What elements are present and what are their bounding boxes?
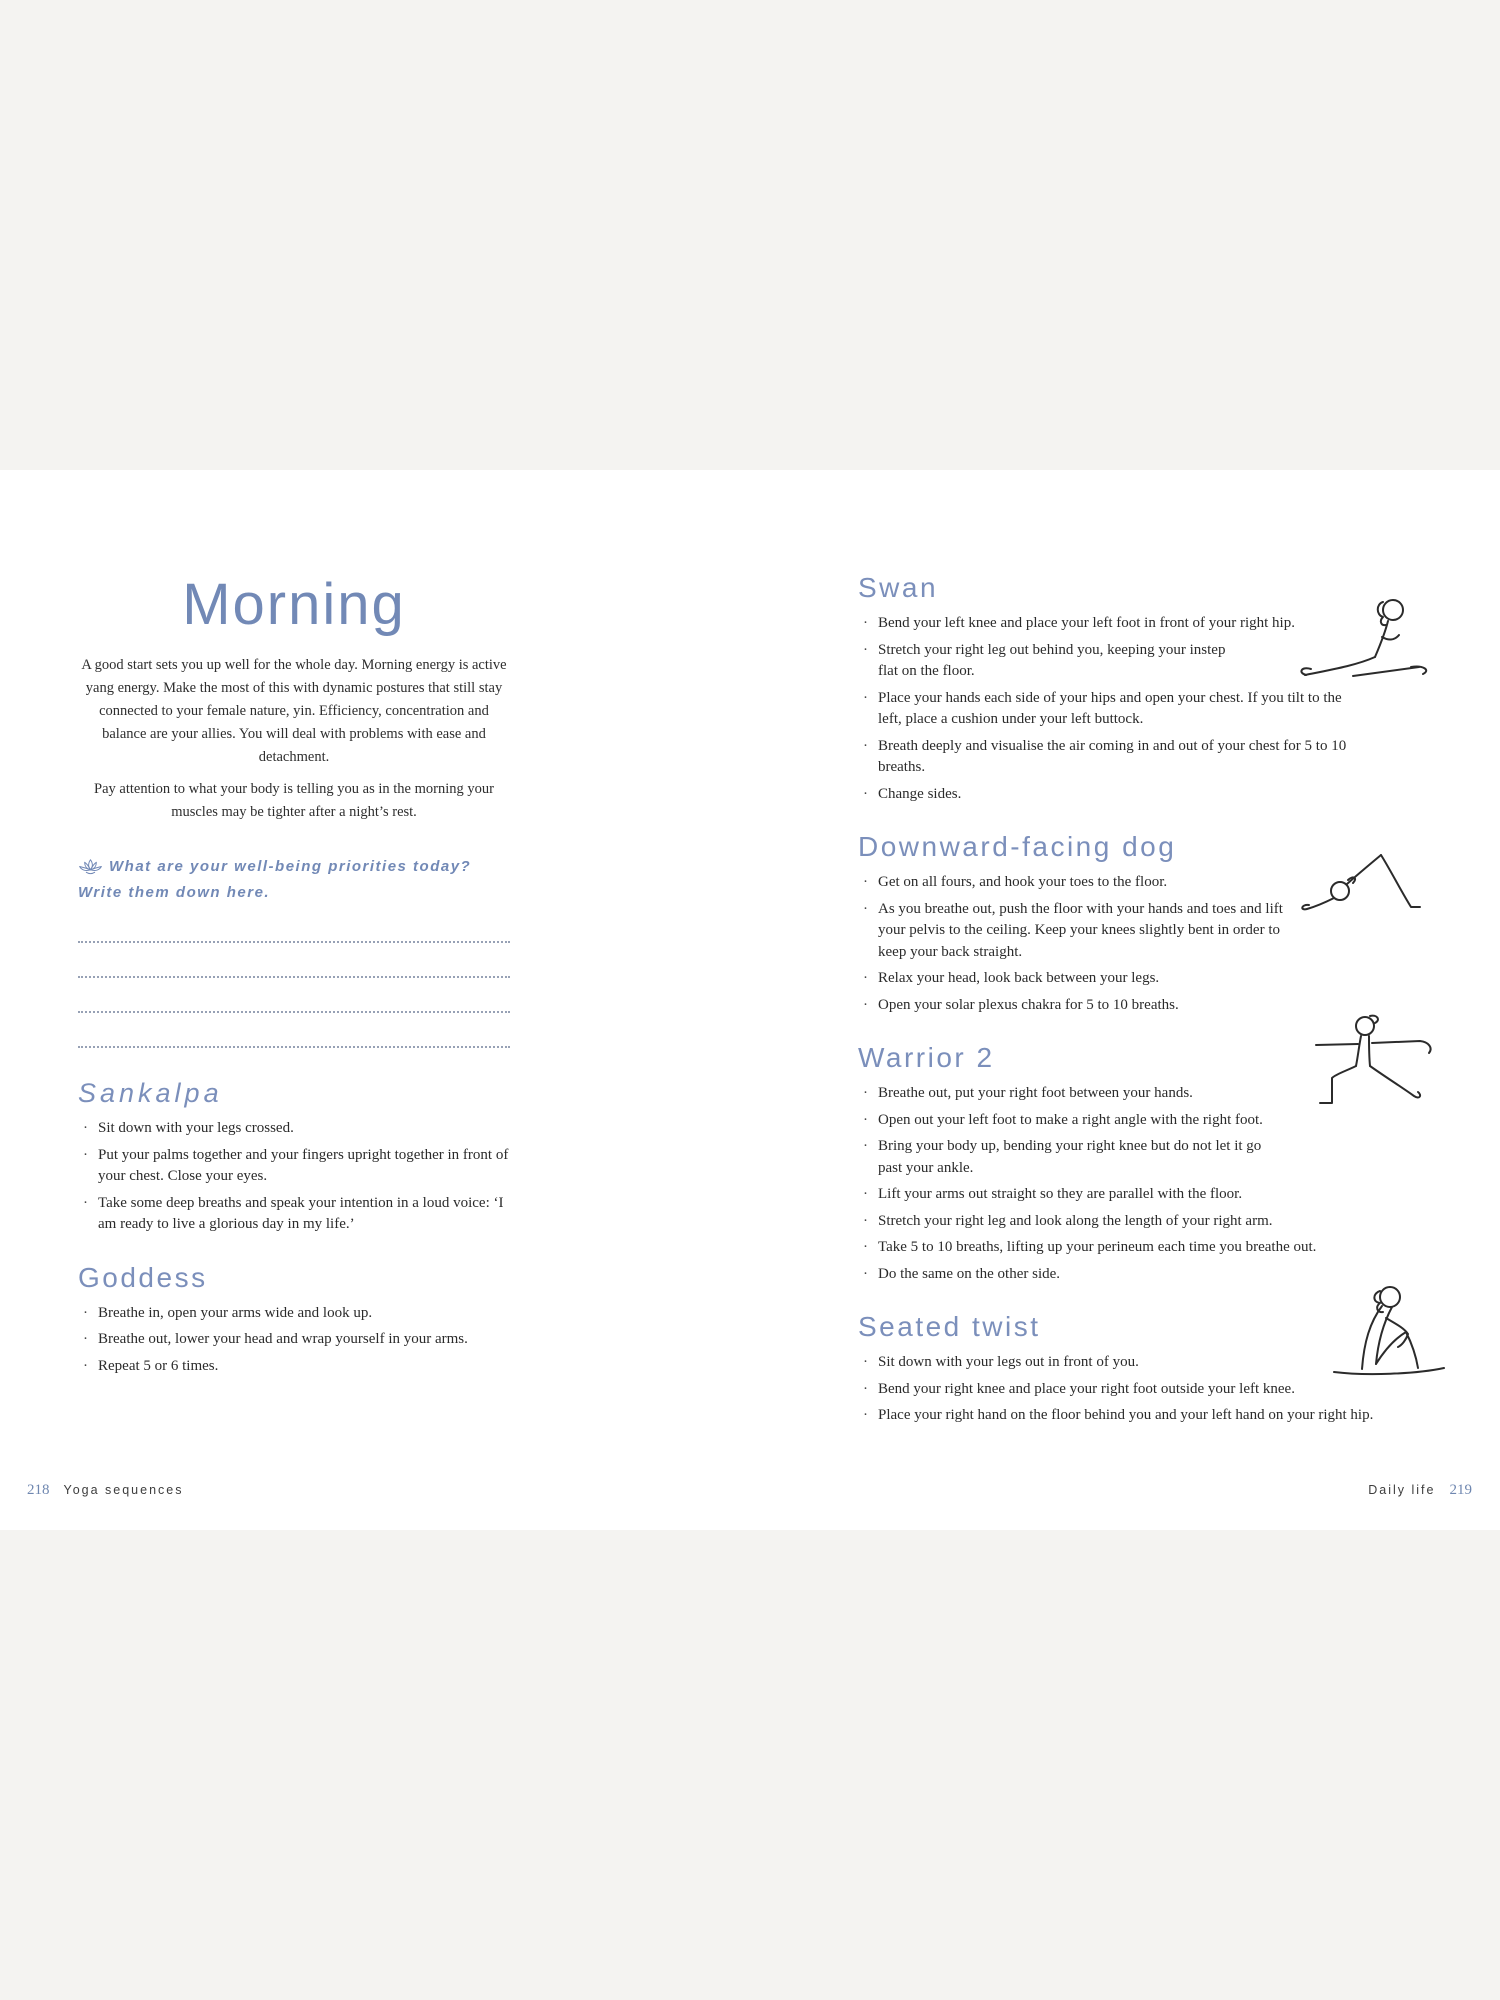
bullet-item: · Breathe out, put your right foot between your hands.	[858, 1083, 1333, 1105]
section-heading-goddess: Goddess	[78, 1261, 208, 1293]
bullet-item: · Stretch your right leg out behind you, keeping your instep flat on the floor.	[858, 640, 1233, 683]
section-heading-seated-twist: Seated twist	[858, 1311, 1041, 1342]
bullet-item: · Get on all fours, and hook your toes to the floor.	[858, 872, 1318, 894]
left-page	[78, 570, 510, 1382]
section-goddess	[78, 1260, 510, 1378]
bullet-item: · Open out your left foot to make a right angle with the right foot.	[858, 1110, 1278, 1132]
prompt-text: What are your well-being priorities today? Write them down here.	[78, 858, 472, 901]
write-line[interactable]	[78, 1013, 510, 1048]
instruction-list	[78, 1303, 510, 1378]
instruction-list	[858, 613, 1358, 805]
footer-section-label: Yoga sequences	[63, 1483, 184, 1497]
bullet-item: · Take some deep breaths and speak your intention in a loud voice: ‘I am ready to live a glorious day in my life.’	[78, 1193, 510, 1236]
intro-paragraph: Pay attention to what your body is telling you as in the morning your muscles may be tighter after a night’s rest.	[94, 781, 494, 820]
left-page-sections	[78, 1075, 510, 1377]
write-line[interactable]	[78, 908, 510, 943]
right-page-footer	[1368, 1482, 1472, 1499]
bullet-item: · Bring your body up, bending your right knee but do not let it go past your ankle.	[858, 1136, 1283, 1179]
chapter-intro	[78, 654, 510, 824]
section-heading-swan: Swan	[858, 572, 939, 603]
footer-page-number: 219	[1449, 1482, 1472, 1498]
instruction-list	[858, 872, 1318, 1016]
instruction-list	[78, 1118, 510, 1236]
journal-write-area	[78, 908, 510, 1048]
bullet-item: · Place your right hand on the floor behind you and your left hand on your right hip.	[858, 1405, 1383, 1427]
instruction-list	[858, 1083, 1333, 1285]
downward-dog-pose-figure	[1297, 845, 1435, 940]
bullet-item: · Relax your head, look back between your legs.	[858, 968, 1318, 990]
warrior-2-pose-figure	[1308, 1013, 1446, 1130]
bullet-item: · Place your hands each side of your hips and open your chest. If you tilt to the left, place a cushion under your left buttock.	[858, 688, 1358, 731]
bullet-item: · Stretch your right leg and look along the length of your right arm.	[858, 1211, 1333, 1233]
footer-page-number: 218	[27, 1482, 50, 1498]
bullet-item: · Lift your arms out straight so they are parallel with the floor.	[858, 1184, 1333, 1206]
section-heading-sankalpa: Sankalpa	[78, 1078, 223, 1108]
left-page-footer	[27, 1482, 183, 1499]
swan-pose-figure	[1295, 595, 1453, 695]
bullet-item: · Sit down with your legs crossed.	[78, 1118, 510, 1140]
bullet-item: · Put your palms together and your fingers upright together in front of your chest. Close your eyes.	[78, 1145, 510, 1188]
bullet-item: · Bend your right knee and place your right foot outside your left knee.	[858, 1379, 1418, 1401]
write-line[interactable]	[78, 943, 510, 978]
bullet-item: · Breathe out, lower your head and wrap yourself in your arms.	[78, 1329, 510, 1351]
bullet-item: · Take 5 to 10 breaths, lifting up your perineum each time you breathe out.	[858, 1237, 1333, 1259]
intro-paragraph: A good start sets you up well for the whole day. Morning energy is active yang energy. Make the most of this with dynamic postures that still stay connected to your female nature, yin. Efficiency, concentration and balance are your allies. You will deal with problems with ease and detachment.	[81, 657, 507, 765]
book-spread	[0, 470, 1500, 1530]
section-sankalpa	[78, 1075, 510, 1236]
section-heading-downward-facing-dog: Downward-facing dog	[858, 831, 1177, 862]
bullet-item: · Bend your left knee and place your left foot in front of your right hip.	[858, 613, 1358, 635]
wellbeing-prompt	[78, 856, 510, 904]
bullet-item: · Breathe in, open your arms wide and look up.	[78, 1303, 510, 1325]
footer-section-label: Daily life	[1368, 1483, 1436, 1497]
bullet-item: · As you breathe out, push the floor with your hands and toes and lift your pelvis to the ceiling. Keep your knees slightly bent in order to keep your back straight.	[858, 899, 1303, 964]
lotus-icon	[78, 858, 103, 882]
section-heading-warrior-2: Warrior 2	[858, 1042, 995, 1073]
seated-twist-pose-figure	[1326, 1284, 1448, 1389]
bullet-item: · Open your solar plexus chakra for 5 to 10 breaths.	[858, 995, 1318, 1017]
bullet-item: · Repeat 5 or 6 times.	[78, 1356, 510, 1378]
page-title: Morning	[182, 572, 406, 637]
bullet-item: · Do the same on the other side.	[858, 1264, 1333, 1286]
bullet-item: · Change sides.	[858, 784, 1358, 806]
bullet-item: · Sit down with your legs out in front of you.	[858, 1352, 1418, 1374]
write-line[interactable]	[78, 978, 510, 1013]
bullet-item: · Breath deeply and visualise the air coming in and out of your chest for 5 to 10 breaths.	[858, 736, 1358, 779]
